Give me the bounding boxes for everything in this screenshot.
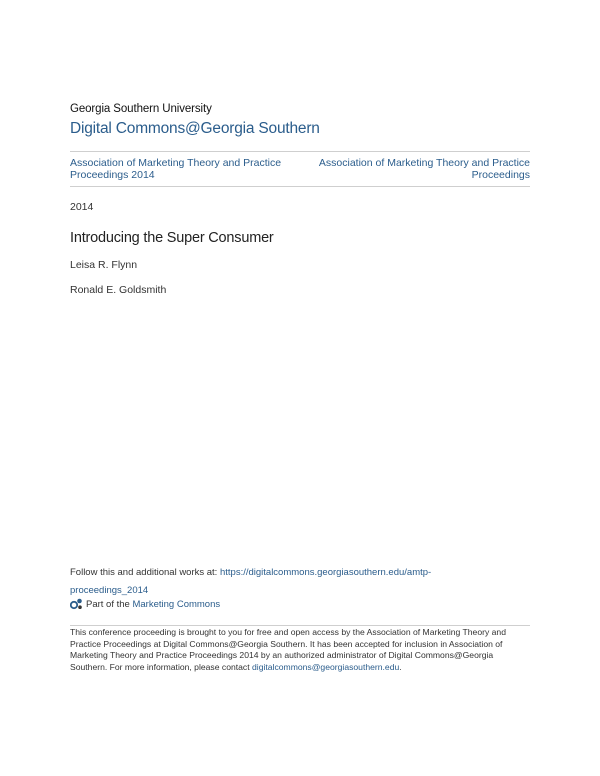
author-name: Ronald E. Goldsmith bbox=[70, 284, 167, 296]
notice-line4-prefix: Southern. For more information, please contact bbox=[70, 661, 252, 672]
publication-year: 2014 bbox=[70, 201, 94, 213]
notice-line: Practice Proceedings at Digital Commons@Georgia Southern. It has been accepted for inclusion in Association of bbox=[70, 638, 503, 649]
access-notice bbox=[70, 627, 532, 673]
marketing-commons-link[interactable]: Marketing Commons bbox=[132, 598, 221, 610]
author-name: Leisa R. Flynn bbox=[70, 259, 138, 271]
series-link-proceedings-2014[interactable] bbox=[70, 157, 305, 181]
series-divider bbox=[70, 186, 530, 187]
follow-prefix: Follow this and additional works at: bbox=[70, 567, 220, 578]
contact-email-link[interactable]: digitalcommons@georgiasouthern.edu bbox=[252, 661, 400, 672]
series-left-line1: Association of Marketing Theory and Practice bbox=[70, 157, 282, 169]
part-of-line bbox=[70, 598, 220, 610]
notice-line: This conference proceeding is brought to you for free and open access by the Association of Marketing Theory and bbox=[70, 627, 506, 637]
collection-url-line2: proceedings_2014 bbox=[70, 585, 149, 596]
notice-line4-suffix: . bbox=[399, 661, 402, 672]
repository-title[interactable]: Digital Commons@Georgia Southern bbox=[70, 120, 320, 137]
university-name: Georgia Southern University bbox=[70, 103, 212, 115]
collection-url-line1: https://digitalcommons.georgiasouthern.edu/amtp- bbox=[219, 567, 432, 578]
top-divider bbox=[70, 151, 530, 152]
notice-line: Marketing Theory and Practice Proceedings 2014 by an authorized administrator of Digital Commons@Georgia bbox=[70, 650, 494, 660]
notice-divider bbox=[70, 625, 530, 626]
notice-line bbox=[70, 662, 532, 674]
follow-works bbox=[70, 564, 470, 600]
series-link-proceedings[interactable] bbox=[300, 157, 530, 181]
series-right-line1: Association of Marketing Theory and Practice bbox=[318, 157, 530, 169]
paper-title: Introducing the Super Consumer bbox=[70, 230, 274, 246]
series-right-line2: Proceedings bbox=[471, 169, 530, 181]
network-icon bbox=[70, 598, 83, 610]
part-of-prefix: Part of the bbox=[86, 598, 130, 610]
series-left-line2: Proceedings 2014 bbox=[70, 169, 155, 181]
